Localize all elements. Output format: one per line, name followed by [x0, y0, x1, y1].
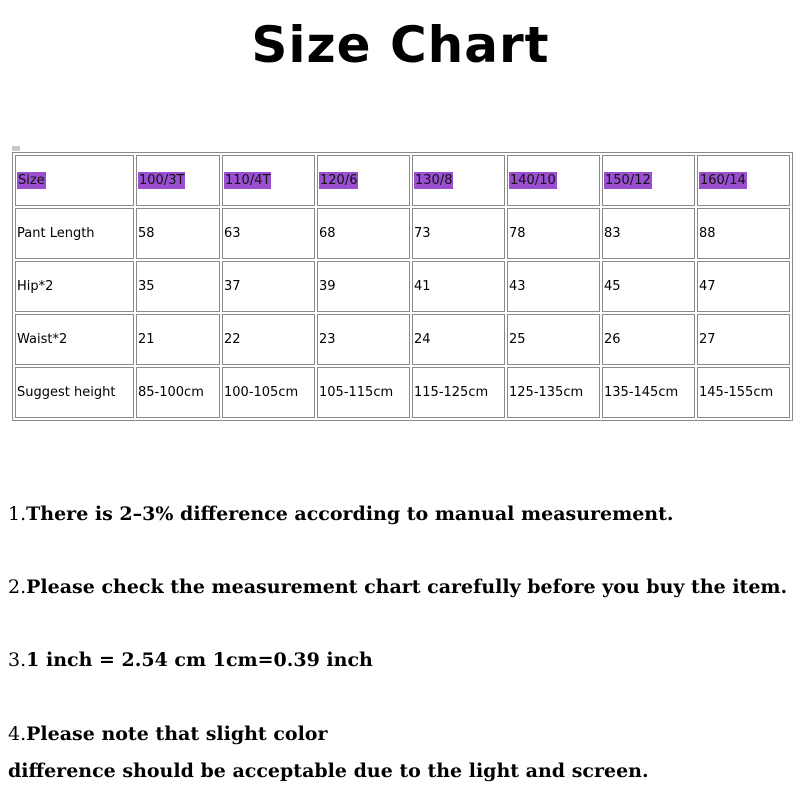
note-text: difference should be acceptable due to the light and screen. — [8, 760, 649, 782]
table-cell: 24 — [412, 314, 505, 365]
highlight-label: 160/14 — [700, 173, 746, 188]
highlight-label: 140/10 — [510, 173, 556, 188]
table-row-waist — [15, 314, 790, 365]
note-text: There is 2–3% difference according to manual measurement. — [26, 503, 674, 525]
row-label: Suggest height — [15, 367, 134, 418]
header-cell — [136, 155, 220, 206]
note-item — [8, 649, 373, 671]
note-number: 1. — [8, 503, 27, 525]
table-cell: 45 — [602, 261, 695, 312]
page-title: Size Chart — [251, 16, 550, 74]
table-cell: 41 — [412, 261, 505, 312]
table-cell: 23 — [317, 314, 410, 365]
table-cell: 39 — [317, 261, 410, 312]
table-cell: 25 — [507, 314, 600, 365]
table-cell: 58 — [136, 208, 220, 259]
table-cell: 83 — [602, 208, 695, 259]
table-cell: 135-145cm — [602, 367, 695, 418]
highlight-label: Size — [18, 173, 45, 188]
table-cell: 63 — [222, 208, 315, 259]
size-table — [12, 152, 793, 421]
note-text: 1 inch = 2.54 cm 1cm=0.39 inch — [26, 649, 373, 671]
table-cell: 88 — [697, 208, 790, 259]
table-cell: 125-135cm — [507, 367, 600, 418]
table-row-size — [15, 155, 790, 206]
header-cell — [15, 155, 134, 206]
highlight-label: 130/8 — [415, 173, 453, 188]
table-cell: 115-125cm — [412, 367, 505, 418]
table-cell: 27 — [697, 314, 790, 365]
header-cell — [317, 155, 410, 206]
note-item-continuation — [8, 760, 649, 782]
table-cell: 21 — [136, 314, 220, 365]
table-row-hip — [15, 261, 790, 312]
highlight-label: 150/12 — [605, 173, 651, 188]
header-cell — [697, 155, 790, 206]
highlight-label: 110/4T — [225, 173, 271, 188]
table-cell: 47 — [697, 261, 790, 312]
table-cell: 68 — [317, 208, 410, 259]
table-cell: 35 — [136, 261, 220, 312]
note-text: Please check the measurement chart carefully before you buy the item. — [26, 576, 788, 598]
note-number: 4. — [8, 723, 27, 745]
note-item — [8, 576, 787, 598]
header-cell — [507, 155, 600, 206]
table-cell: 100-105cm — [222, 367, 315, 418]
row-label: Hip*2 — [15, 261, 134, 312]
note-text: Please note that slight color — [26, 723, 328, 745]
table-row-pant-length — [15, 208, 790, 259]
header-cell — [222, 155, 315, 206]
table-cell: 37 — [222, 261, 315, 312]
corner-marker — [12, 146, 20, 151]
table-cell: 85-100cm — [136, 367, 220, 418]
highlight-label: 120/6 — [320, 173, 358, 188]
note-number: 3. — [8, 649, 27, 671]
table-cell: 145-155cm — [697, 367, 790, 418]
note-item — [8, 723, 327, 745]
note-item — [8, 503, 674, 525]
table-cell: 78 — [507, 208, 600, 259]
highlight-label: 100/3T — [139, 173, 185, 188]
table-row-suggest-height — [15, 367, 790, 418]
header-cell — [602, 155, 695, 206]
table-cell: 73 — [412, 208, 505, 259]
note-number: 2. — [8, 576, 27, 598]
row-label: Waist*2 — [15, 314, 134, 365]
header-cell — [412, 155, 505, 206]
table-cell: 26 — [602, 314, 695, 365]
table-cell: 43 — [507, 261, 600, 312]
row-label: Pant Length — [15, 208, 134, 259]
table-cell: 22 — [222, 314, 315, 365]
table-cell: 105-115cm — [317, 367, 410, 418]
